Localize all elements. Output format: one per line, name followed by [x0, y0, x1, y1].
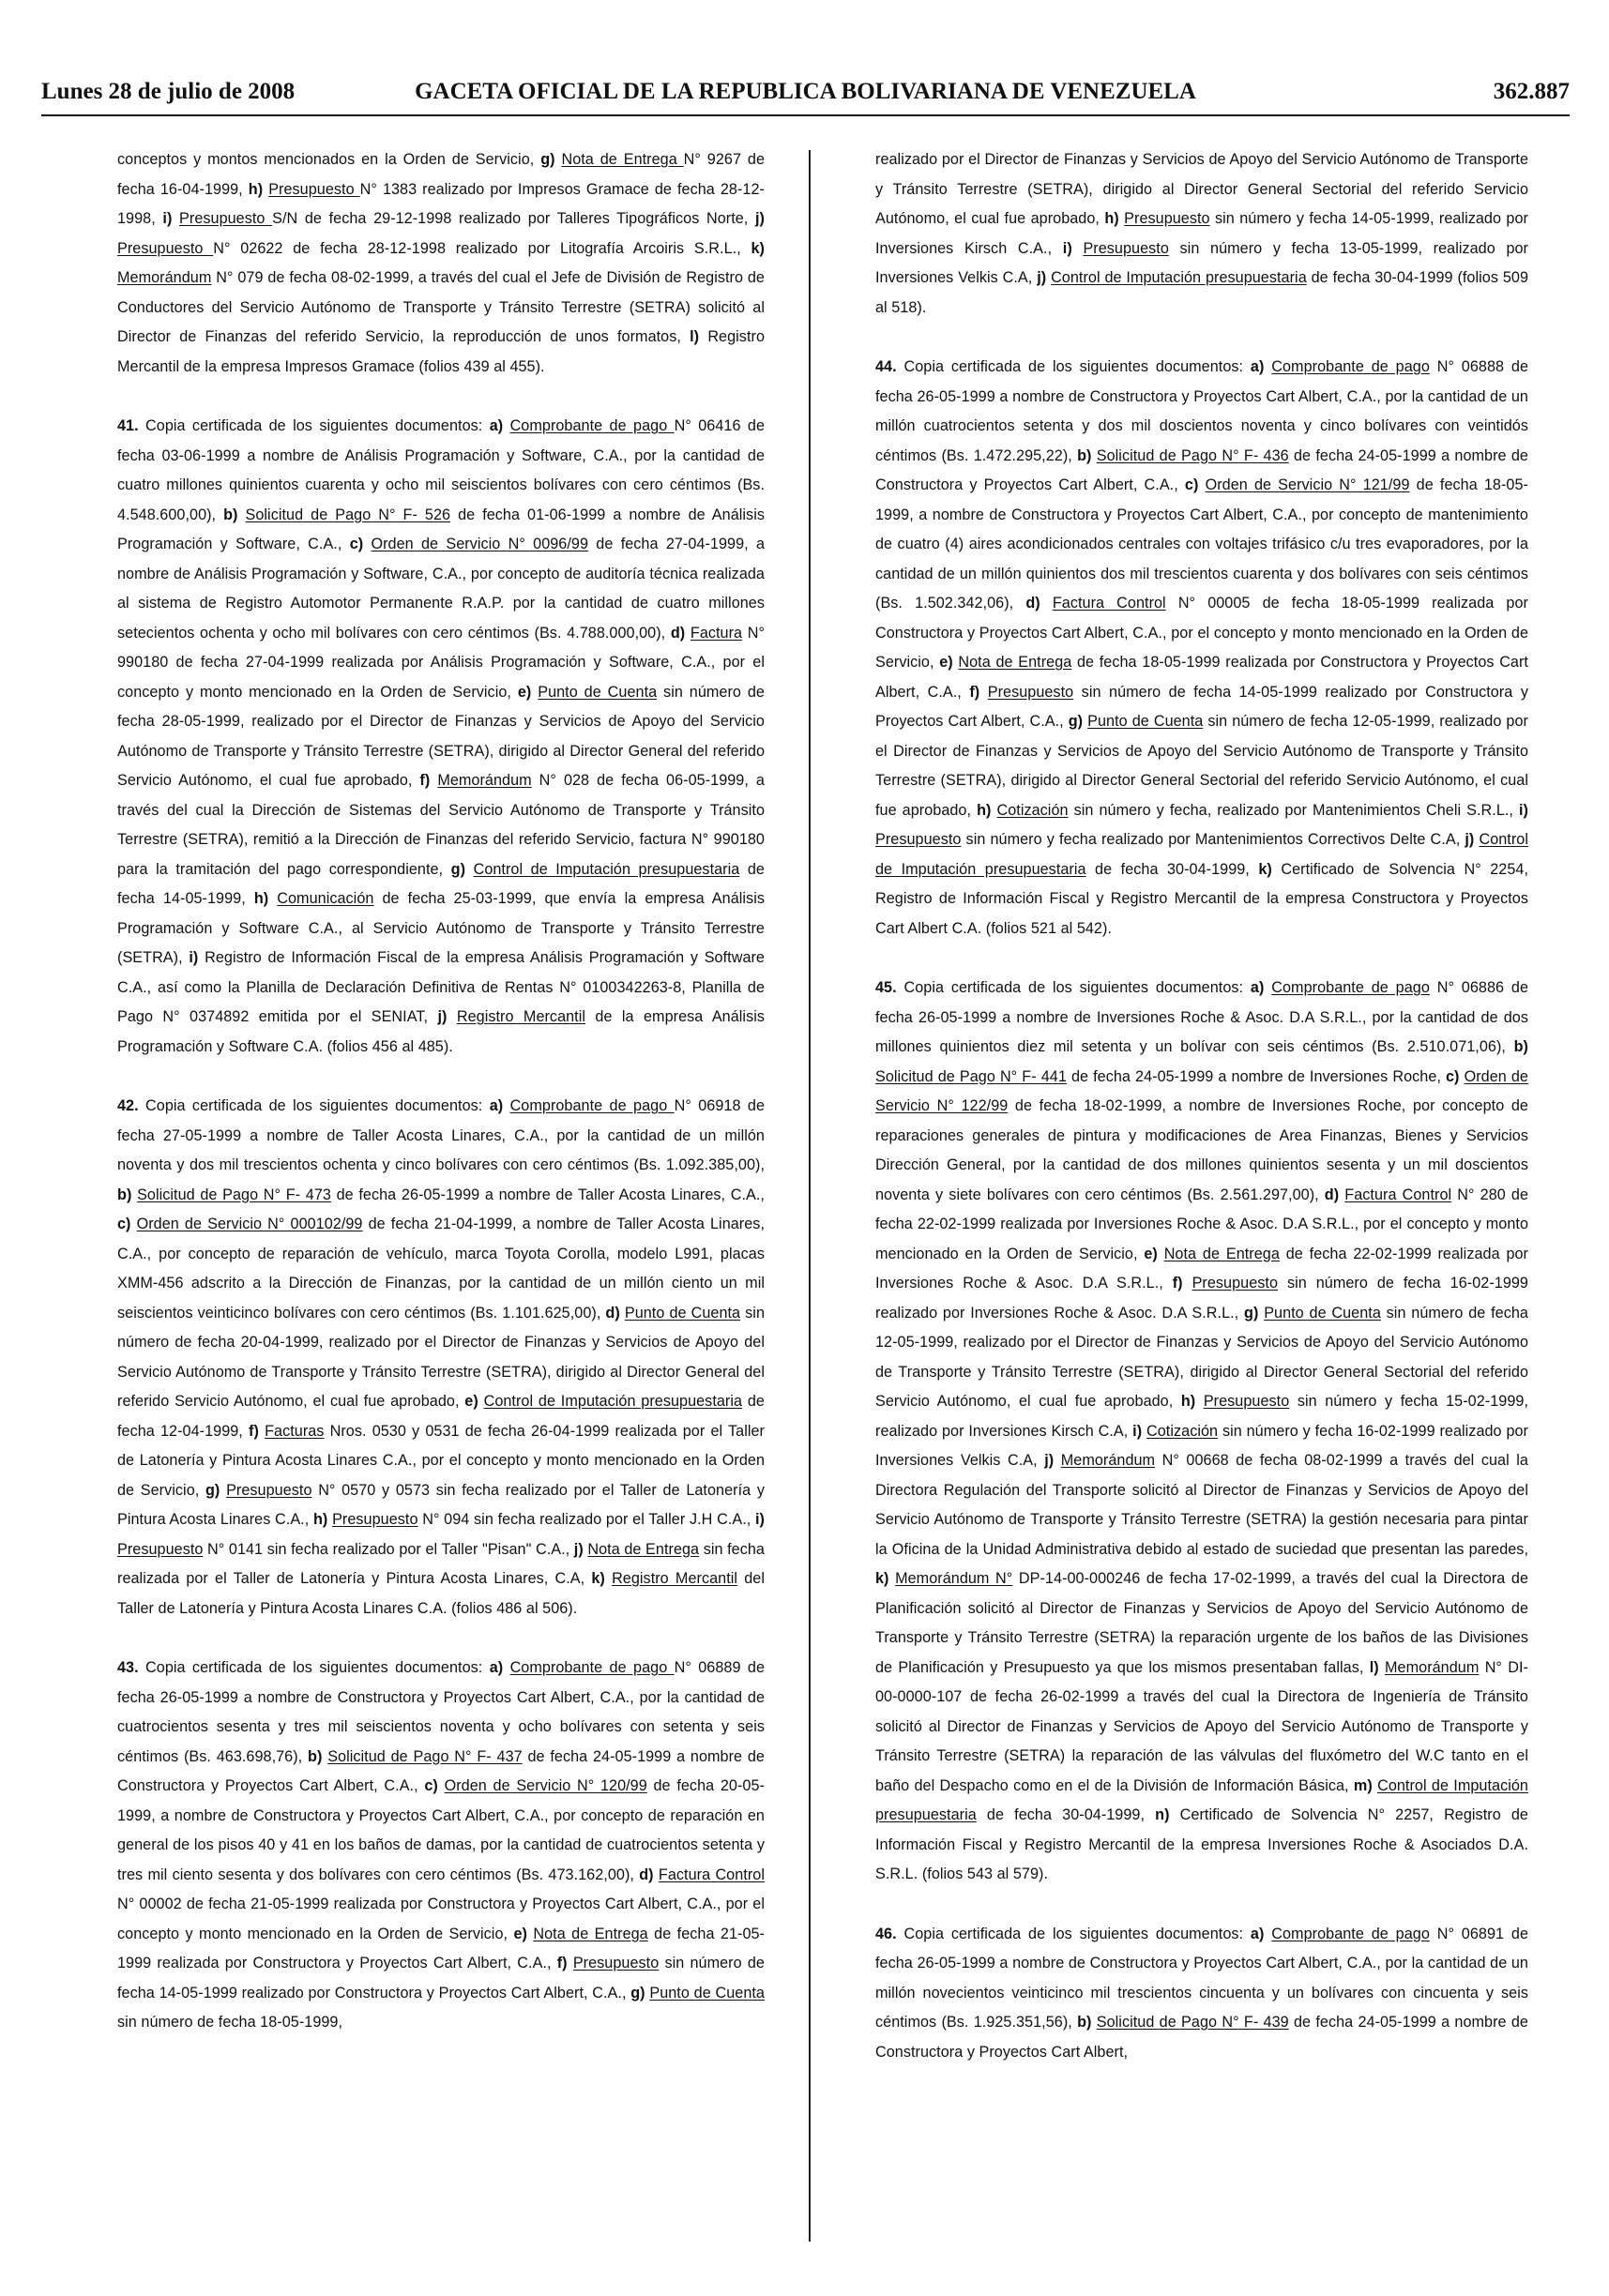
paragraph-text [503, 1097, 509, 1114]
paragraph [875, 353, 1528, 944]
document-type-label: Punto de Cuenta [538, 683, 658, 701]
paragraph-text: N° 028 de fecha 06-05-1999, a través del cual la Dirección de Sistemas del Servicio Autónomo de Transporte y Tránsito Terrestre (SETRA), remitió a la Dirección de Finanzas del referido Servicio, factura N° 990180 para la tramitación del pago correspondiente, [117, 772, 765, 878]
paragraph-text: N° 0141 sin fecha realizado por el Taller "Pisan" C.A., [203, 1540, 574, 1558]
paragraph-text: Registro Mercantil de la empresa Impresos Gramace (folios 439 al 455). [117, 328, 765, 375]
document-type-label: Presupuesto [332, 1511, 418, 1528]
item-marker: j) [1044, 1452, 1055, 1469]
item-marker: g) [205, 1481, 220, 1499]
item-marker: m) [1353, 1776, 1373, 1794]
item-marker: c) [349, 536, 364, 552]
document-type-label: Solicitud de Pago N° F- 439 [1096, 2014, 1289, 2031]
document-type-label: Memorándum N° [895, 1570, 1013, 1587]
item-marker: 43. [117, 1659, 139, 1676]
document-type-label: Control de Imputación presupuestaria [473, 860, 740, 878]
item-marker: i) [755, 1511, 765, 1528]
paragraph [875, 974, 1528, 1890]
document-type-label: Punto de Cuenta [1087, 713, 1204, 730]
paragraph-text: de fecha 21-04-1999, a nombre de Taller Acosta Linares, C.A., por concepto de reparación de vehículo, marca Toyota Corolla, modelo L991, placas XMM-456 adscrito a la Dirección de Finanzas, por la cantidad de un millón ciento un mil seiscientos veinticinco bolívares con cero céntimos (Bs. 1.101.625,00), [117, 1216, 765, 1322]
paragraph-text: de fecha 30-04-1999, [976, 1806, 1156, 1823]
paragraph-text: N° 1383 realizado por Impresos Gramace de fecha 28-12-1998, [117, 180, 765, 227]
paragraph [117, 145, 765, 382]
paragraph-text: S/N de fecha 29-12-1998 realizado por Talleres Tipográficos Norte, [272, 210, 755, 227]
paragraph-text: de fecha 30-04-1999 (folios 509 al 518). [875, 269, 1528, 316]
item-marker: 44. [875, 358, 897, 375]
item-marker: k) [591, 1570, 605, 1587]
document-type-label: Orden de Servicio N° 000102/99 [136, 1216, 363, 1232]
document-type-label: Memorándum [437, 772, 532, 789]
item-marker: j) [754, 210, 765, 227]
document-type-label: Presupuesto [1124, 210, 1210, 227]
paragraph-text [268, 890, 277, 907]
document-type-label: Cotización [996, 801, 1069, 819]
paragraph-text: Copia certificada de los siguientes documentos: [896, 358, 1251, 375]
paragraph-text: sin fecha realizada por el Taller de Latonería y Pintura Acosta Linares, C.A, [117, 1540, 765, 1587]
right-column [875, 145, 1528, 2067]
paragraph-text: sin número de fecha 18-05-1999, [117, 2014, 343, 2031]
document-type-label: Orden de Servicio N° 122/99 [875, 1067, 1528, 1114]
item-marker: a) [489, 417, 504, 434]
paragraph-text [503, 417, 509, 434]
document-type-label: Orden de Servicio N° 0096/99 [371, 536, 589, 552]
paragraph-text [1195, 1393, 1204, 1410]
item-marker: f) [249, 1422, 259, 1440]
paragraph-text: realizado por el Director de Finanzas y Servicios de Apoyo del Servicio Autónomo de Transporte y Tránsito Terrestre (SETRA), dirigido al Director General Sectorial del referido Servicio Autónomo, el cual fue aprobado, [875, 151, 1528, 227]
document-type-label: Nota de Entrega [533, 1925, 648, 1942]
item-marker: e) [939, 654, 953, 671]
paragraph-text [238, 506, 246, 523]
left-column [117, 145, 765, 2038]
item-marker: h) [248, 180, 264, 198]
document-type-label: Presupuesto [226, 1481, 312, 1499]
item-marker: f) [419, 772, 431, 789]
item-marker: b) [1077, 2014, 1092, 2031]
paragraph-text: N° 00002 de fecha 21-05-1999 realizada por Constructora y Proyectos Cart Albert, C.A., por el concepto y monto mencionado en la Orden de Servicio, [117, 1896, 765, 1942]
item-marker: g) [630, 1984, 645, 2001]
paragraph-text: N° 9267 de fecha 16-04-1999, [117, 151, 765, 198]
paragraph-text: N° DI-00-0000-107 de fecha 26-02-1999 a través del cual la Directora de Ingeniería de Tránsito solicitó al Director de Finanzas y Servicios de Apoyo del Servicio Autónomo de Transporte y Tránsito Terrestre (SETRA) la reparación de las válvulas del fluxómetro del W.C tanto en el baño del Despacho como en el de la División de Información Básica, [875, 1658, 1528, 1794]
paragraph-text: Copia certificada de los siguientes documentos: [138, 1659, 490, 1676]
paragraph-text: N° 00668 de fecha 08-02-1999 a través del cual la Directora Regulación del Transporte solicitó al Director de Finanzas y Servicios de Apoyo del Servicio Autónomo de Transporte y Tránsito Terrestre (SETRA) la gestión necesaria para pintar la Oficina de la Unidad Administrativa debido al estado de suciedad que presentan las paredes, [875, 1452, 1528, 1558]
document-type-label: Facturas [265, 1422, 325, 1440]
paragraph-text: de fecha 18-05-1999, a nombre de Constructora y Proyectos Cart Albert, C.A., por concepto de mantenimiento de cuatro (4) aires acondicionados centrales con voltajes trifásico c/u tres evaporadores, por la cantidad de un millón quinientos dos mil trescientos cuarenta y dos bolívares con seis céntimos (Bs. 1.502.342,06), [875, 476, 1528, 612]
item-marker: b) [117, 1186, 132, 1203]
document-type-label: Cotización [1146, 1422, 1219, 1440]
paragraph-text [465, 861, 474, 878]
document-type-label: Punto de Cuenta [1264, 1304, 1381, 1322]
item-marker: d) [605, 1304, 620, 1322]
document-type-label: Presupuesto [875, 831, 962, 848]
item-marker: i) [1519, 801, 1528, 819]
document-type-label: Presupuesto [1192, 1275, 1279, 1292]
item-marker: a) [489, 1097, 504, 1114]
paragraph-text: Registro de Información Fiscal de la empresa Análisis Programación y Software C.A., así como la Planilla de Declaración Definitiva de Rentas N° 0100342263-8, Planilla de Pago N° 0374892 emitida por el SENIAT, [117, 949, 765, 1025]
paragraph-text: de fecha 24-05-1999 a nombre de Constructora y Proyectos Cart Albert, C.A., [875, 446, 1528, 493]
item-marker: f) [969, 683, 980, 701]
paragraph-text: de fecha 20-05-1999, a nombre de Constructora y Proyectos Cart Albert, C.A., por concepto de reparación en general de los pisos 40 y 41 en los baños de damas, por la cantidad de cuatrocientos setenta y tres mil ciento sesenta y dos bolívares con cero céntimos (Bs. 473.162,00), [117, 1777, 765, 1883]
paragraph-text: N° 00005 de fecha 18-05-1999 realizada por Constructora y Proyectos Cart Albert, C.A., por el concepto y monto mencionado en la Orden de Servicio, [875, 595, 1528, 671]
paragraph-text [503, 1659, 509, 1676]
item-marker: n) [1155, 1806, 1170, 1823]
paragraph-text: sin número de fecha 20-04-1999, realizado por el Director de Finanzas y Servicios de Apoyo del Servicio Autónomo de Transporte y Tránsito Terrestre (SETRA), dirigido al Director General del referido Servicio Autónomo, el cual fue aprobado, [117, 1304, 765, 1410]
item-marker: i) [1132, 1422, 1143, 1440]
paragraph-text: N° 06918 de fecha 27-05-1999 a nombre de Taller Acosta Linares, C.A., por la cantidad de un millón noventa y dos mil trescientos ochenta y cinco bolívares con cero céntimos (Bs. 1.092.385,00), [117, 1097, 765, 1173]
item-marker: d) [1324, 1186, 1340, 1203]
paragraph-text: de fecha 14-05-1999, [117, 860, 765, 907]
paragraph-text: N° 280 de fecha 22-02-1999 realizada por Inversiones Roche & Asoc. D.A S.R.L., por el concepto y monto mencionado en la Orden de Servicio, [875, 1186, 1529, 1262]
item-marker: h) [1180, 1393, 1196, 1410]
item-marker: b) [223, 506, 238, 523]
item-marker: 46. [875, 1925, 897, 1942]
paragraph-text: de fecha 25-03-1999, que envía la empresa Análisis Programación y Software C.A., al Servicio Autónomo de Transporte y Tránsito Terrestre (SETRA), [117, 890, 765, 966]
paragraph-text: sin número de fecha 14-05-1999 realizado por Constructora y Proyectos Cart Albert, C.A., [117, 1955, 765, 2001]
paragraph-text: sin número de fecha 16-02-1999 realizado por Inversiones Roche & Asoc. D.A S.R.L., [875, 1275, 1528, 1322]
document-type-label: Comunicación [277, 890, 374, 907]
item-marker: c) [117, 1216, 131, 1232]
paragraph-text [1183, 1275, 1192, 1292]
header-title: GACETA OFICIAL DE LA REPUBLICA BOLIVARIANA DE VENEZUELA [415, 79, 1196, 104]
document-type-label: Control de Imputación presupuestaria [875, 1776, 1528, 1823]
document-type-label: Memorándum [1060, 1452, 1156, 1469]
item-marker: g) [1244, 1304, 1259, 1322]
document-type-label: Comprobante de pago [509, 1097, 675, 1114]
document-type-label: Comprobante de pago [1271, 979, 1430, 996]
paragraph-text [1054, 1452, 1061, 1469]
document-type-label: Solicitud de Pago N° F- 526 [245, 506, 451, 523]
document-type-label: Control de Imputación presupuestaria [875, 831, 1528, 878]
document-type-label: Presupuesto [179, 210, 273, 227]
document-type-label: Solicitud de Pago N° F- 436 [1096, 446, 1289, 464]
paragraph-text: Copia certificada de los siguientes documentos: [896, 979, 1251, 996]
paragraph-text: de fecha 01-06-1999 a nombre de Análisis Programación y Software, C.A., [117, 506, 765, 552]
document-type-label: Presupuesto [117, 239, 214, 257]
document-type-label: Solicitud de Pago N° F- 441 [875, 1067, 1067, 1085]
document-type-label: Presupuesto [987, 683, 1074, 701]
item-marker: b) [1077, 446, 1092, 464]
item-marker: a) [489, 1659, 504, 1676]
paragraph-text [1040, 595, 1053, 612]
item-marker: a) [1250, 979, 1265, 996]
paragraph-text: de fecha 18-05-1999 realizada por Constructora y Proyectos Cart Albert, C.A., [875, 654, 1528, 701]
paragraph-text: de fecha 30-04-1999, [1085, 860, 1259, 878]
item-marker: c) [1184, 476, 1199, 493]
item-marker: i) [189, 949, 199, 966]
paragraph [875, 145, 1528, 323]
paragraph [117, 1092, 765, 1624]
header-rule [41, 114, 1570, 116]
item-marker: e) [517, 683, 532, 701]
paragraph-text: N° 06416 de fecha 03-06-1999 a nombre de Análisis Programación y Software, C.A., por la cantidad de cuatro millones quinientos cuarenta y ocho mil seiscientos bolívares con cero céntimos (Bs. 4.548.600,00), [117, 417, 765, 523]
item-marker: b) [308, 1747, 323, 1765]
paragraph-text: Copia certificada de los siguientes documentos: [896, 1925, 1251, 1942]
document-type-label: Factura Control [1052, 595, 1166, 612]
paragraph-text: conceptos y montos mencionados en la Orden de Servicio, [117, 151, 541, 168]
paragraph-text: Copia certificada de los siguientes documentos: [138, 1097, 490, 1114]
item-marker: g) [450, 860, 466, 878]
item-marker: k) [875, 1570, 889, 1587]
document-type-label: Nota de Entrega [958, 654, 1072, 671]
document-type-label: Solicitud de Pago N° F- 437 [327, 1747, 523, 1765]
item-marker: g) [1068, 713, 1084, 730]
document-type-label: Factura Control [658, 1866, 765, 1883]
paragraph-text: de fecha 18-02-1999, a nombre de Inversiones Roche, por concepto de reparaciones generales de pintura y modificaciones de Area Finanzas, Bienes y Servicios Dirección General, por la cantidad de dos millones quinientos sesenta y un mil doscientos noventa y siete bolívares con cero céntimos (Bs. 2.561.297,00), [875, 1097, 1528, 1203]
item-marker: e) [464, 1393, 478, 1410]
item-marker: i) [1062, 239, 1072, 257]
header-date: Lunes 28 de julio de 2008 [41, 79, 296, 104]
paragraph-text: N° 06889 de fecha 26-05-1999 a nombre de Constructora y Proyectos Cart Albert, C.A., por la cantidad de cuatrocientos sesenta y tres mil seiscientos noventa y ocho bolívares con setenta y seis céntimos (Bs. 463.698,76), [117, 1659, 765, 1765]
paragraph-text [605, 1570, 612, 1587]
paragraph-text [1198, 476, 1205, 493]
paragraph-text: de fecha 24-05-1999 a nombre de Inversiones Roche, [1066, 1067, 1446, 1085]
document-type-label: Punto de Cuenta [624, 1304, 741, 1322]
item-marker: k) [751, 239, 765, 257]
document-type-label: Presupuesto [572, 1955, 660, 1971]
item-marker: e) [1144, 1245, 1158, 1262]
paragraph-text: Copia certificada de los siguientes documentos: [138, 417, 490, 434]
item-marker: c) [424, 1777, 438, 1794]
paragraph-text: N° 06886 de fecha 26-05-1999 a nombre de Inversiones Roche & Asoc. D.A S.R.L., por la cantidad de dos millones quinientos diez mil setenta y un bolívar con seis céntimos (Bs. 2.510.071,06), [875, 979, 1528, 1055]
paragraph-text [1072, 240, 1084, 257]
item-marker: l) [690, 328, 700, 345]
item-marker: h) [977, 801, 992, 819]
paragraph-text [447, 1008, 456, 1025]
paragraph-text: sin número y fecha, realizado por Mantenimientos Cheli S.R.L., [1068, 801, 1519, 819]
paragraph-text: N° 990180 de fecha 27-04-1999 realizada por Análisis Programación y Software, C.A., por el concepto y monto mencionado en la Orden de Servicio, [117, 624, 765, 701]
item-marker: d) [670, 624, 686, 642]
document-type-label: Orden de Servicio N° 120/99 [444, 1777, 647, 1794]
document-type-label: Presupuesto [1203, 1393, 1290, 1410]
item-marker: j) [437, 1008, 448, 1025]
paragraph-text: de fecha 24-05-1999 a nombre de Constructora y Proyectos Cart Albert, C.A., [117, 1747, 765, 1794]
document-type-label: Presupuesto [117, 1540, 204, 1558]
paragraph-text: sin número de fecha 12-05-1999, realizado por el Director de Finanzas y Servicios de Apoyo del Servicio Autónomo de Transporte y Tránsito Terrestre (SETRA), dirigido al Director General Sectorial del referido Servicio Autónomo, el cual fue aprobado, [875, 1304, 1528, 1410]
paragraph-text: de fecha 12-04-1999, [117, 1393, 765, 1440]
paragraph-text: del Taller de Latonería y Pintura Acosta Linares C.A. (folios 486 al 506). [117, 1570, 765, 1617]
paragraph-text: sin número de fecha 28-05-1999, realizado por el Director de Finanzas y Servicios de Apoyo del Servicio Autónomo de Transporte y Tránsito Terrestre (SETRA), dirigido al Director General del referido Servicio Autónomo, el cual fue aprobado, [117, 683, 765, 789]
item-marker: h) [253, 890, 269, 907]
header-page-number: 362.887 [1493, 79, 1570, 104]
item-marker: g) [540, 151, 555, 168]
paragraph-text: N° 06888 de fecha 26-05-1999 a nombre de Constructora y Proyectos Cart Albert, C.A., por la cantidad de un millón cuatrocientos setenta y dos mil doscientos noventa y cinco bolívares con veintidós céntimos (Bs. 1.472.295,22), [875, 358, 1528, 464]
document-type-label: Factura [690, 624, 743, 642]
item-marker: j) [573, 1540, 584, 1558]
document-type-label: Memorándum [117, 269, 212, 286]
item-marker: c) [1445, 1067, 1460, 1085]
paragraph-text: sin número y fecha realizado por Mantenimientos Correctivos Delte C.A, [961, 831, 1465, 848]
item-marker: e) [513, 1925, 527, 1942]
paragraph-text: sin número y fecha 15-02-1999, realizado por Inversiones Kirsch C.A, [875, 1393, 1528, 1440]
document-type-label: Comprobante de pago [1271, 358, 1430, 375]
paragraph-text: de fecha 21-05-1999 realizada por Constructora y Proyectos Cart Albert, C.A., [117, 1925, 765, 1971]
document-type-label: Presupuesto [268, 180, 360, 198]
page-header [41, 73, 1570, 111]
item-marker: 42. [117, 1097, 139, 1114]
paragraph-text [172, 210, 179, 227]
paragraph-text: de fecha 26-05-1999 a nombre de Taller Acosta Linares, C.A., [330, 1186, 765, 1203]
document-type-label: Registro Mercantil [612, 1570, 738, 1587]
item-marker: 45. [875, 979, 897, 996]
document-type-label: Control de Imputación presupuestaria [1051, 269, 1307, 286]
document-type-label: Nota de Entrega [587, 1540, 700, 1558]
item-marker: d) [639, 1866, 654, 1883]
paragraph-text: Nros. 0530 y 0531 de fecha 26-04-1999 realizada por el Taller de Latonería y Pintura Acosta Linares C.A., por el concepto y monto mencionado en la Orden de Servicio, [117, 1422, 765, 1499]
document-type-label: Punto de Cuenta [649, 1984, 765, 2001]
item-marker: a) [1250, 358, 1265, 375]
paragraph-text: sin número y fecha 13-05-1999, realizado por Inversiones Velkis C.A, [875, 239, 1528, 286]
paragraph-text: N° 06891 de fecha 26-05-1999 a nombre de Constructora y Proyectos Cart Albert, C.A., por la cantidad de un millón novecientos veinticinco mil trescientos cincuenta y un bolívares con cincuenta y seis céntimos (Bs. 1.925.351,56), [875, 1925, 1528, 2031]
item-marker: j) [1465, 831, 1475, 848]
paragraph [117, 1654, 765, 2038]
item-marker: f) [556, 1955, 568, 1971]
document-type-label: Comprobante de pago [509, 417, 675, 434]
item-marker: h) [312, 1511, 328, 1528]
paragraph-text: sin número y fecha 16-02-1999 realizado por Inversiones Velkis C.A, [875, 1422, 1528, 1469]
paragraph-text [438, 1777, 445, 1794]
paragraph-text: N° 094 sin fecha realizado por el Taller J.H C.A., [417, 1511, 755, 1528]
paragraph [117, 412, 765, 1062]
item-marker: j) [1037, 269, 1047, 286]
item-marker: b) [1513, 1038, 1528, 1055]
item-marker: k) [1258, 860, 1272, 878]
document-type-label: Orden de Servicio N° 121/99 [1205, 476, 1410, 493]
paragraph-text: sin número y fecha 14-05-1999, realizado por Inversiones Kirsch C.A., [875, 210, 1528, 257]
paragraph-text [1158, 1246, 1164, 1262]
item-marker: a) [1250, 1925, 1265, 1942]
paragraph-text: N° 079 de fecha 08-02-1999, a través del cual el Jefe de División de Registro de Conductores del Servicio Autónomo de Transporte y Tránsito Terrestre (SETRA) solicitó al Director de Finanzas del referido Servicio, la reproducción de unos formatos, [117, 269, 765, 345]
item-marker: d) [1025, 595, 1040, 612]
paragraph-text: de fecha 27-04-1999, a nombre de Análisis Programación y Software, C.A., por concepto de auditoría técnica realizada al sistema de Registro Automotor Permanente R.A.P. por la cantidad de cuatro millones setecientos ochenta y ocho mil bolívares con cero céntimos (Bs. 4.788.000,00), [117, 536, 765, 642]
item-marker: l) [1369, 1658, 1379, 1676]
document-type-label: Nota de Entrega [1163, 1245, 1280, 1262]
item-marker: 41. [117, 417, 139, 434]
paragraph-text [979, 684, 988, 701]
paragraph-text: de fecha 24-05-1999 a nombre de Constructora y Proyectos Cart Albert, [875, 2014, 1528, 2061]
document-type-label: Comprobante de pago [1271, 1925, 1430, 1942]
document-type-label: Registro Mercantil [456, 1008, 586, 1025]
document-type-label: Solicitud de Pago N° F- 473 [137, 1186, 331, 1203]
paragraph-text: sin número de fecha 12-05-1999, realizado por el Director de Finanzas y Servicios de Apoyo del Servicio Autónomo de Transporte y Tránsito Terrestre (SETRA), dirigido al Director General Sectorial del referido Servicio Autónomo, el cual fue aprobado, [875, 713, 1528, 819]
document-type-label: Presupuesto [1083, 239, 1169, 257]
item-marker: f) [1172, 1275, 1183, 1292]
paragraph-text: Certificado de Solvencia N° 2257, Registro de Información Fiscal y Registro Mercantil de la empresa Inversiones Roche & Asociados D.A. S.R.L. (folios 543 al 579). [875, 1806, 1528, 1882]
paragraph-text: de fecha 22-02-1999 realizada por Inversiones Roche & Asoc. D.A S.R.L., [875, 1245, 1528, 1292]
item-marker: h) [1104, 210, 1119, 227]
paragraph-text: de la empresa Análisis Programación y Software C.A. (folios 456 al 485). [117, 1008, 766, 1055]
paragraph-text: DP-14-00-000246 de fecha 17-02-1999, a través del cual la Directora de Planificación solicitó al Director de Finanzas y Servicios de Apoyo del Servicio Autónomo de Transporte y Tránsito Terrestre (SETRA) la reparación urgente de los baños de las Divisiones de Planificación y Presupuesto ya que los mismos presentaban fallas, [875, 1570, 1528, 1676]
paragraph-text: sin número de fecha 14-05-1999 realizado por Constructora y Proyectos Cart Albert, C.A., [875, 683, 1528, 730]
document-type-label: Memorándum [1385, 1658, 1480, 1676]
paragraph-text: Certificado de Solvencia N° 2254, Registro de Información Fiscal y Registro Mercantil de la empresa Constructora y Proyectos Cart Albert C.A. (folios 521 al 542). [875, 860, 1528, 937]
paragraph [875, 1920, 1528, 2068]
paragraph-text: N° 0570 y 0573 sin fecha realizado por el Taller de Latonería y Pintura Acosta Linares C.A., [117, 1481, 765, 1528]
document-type-label: Nota de Entrega [561, 151, 684, 168]
document-type-label: Comprobante de pago [509, 1659, 675, 1676]
column-divider [809, 150, 811, 2242]
document-type-label: Factura Control [1344, 1186, 1452, 1203]
document-type-label: Control de Imputación presupuestaria [483, 1393, 743, 1410]
paragraph-text: N° 02622 de fecha 28-12-1998 realizado por Litografía Arcoiris S.R.L., [213, 239, 751, 257]
item-marker: i) [162, 210, 173, 227]
